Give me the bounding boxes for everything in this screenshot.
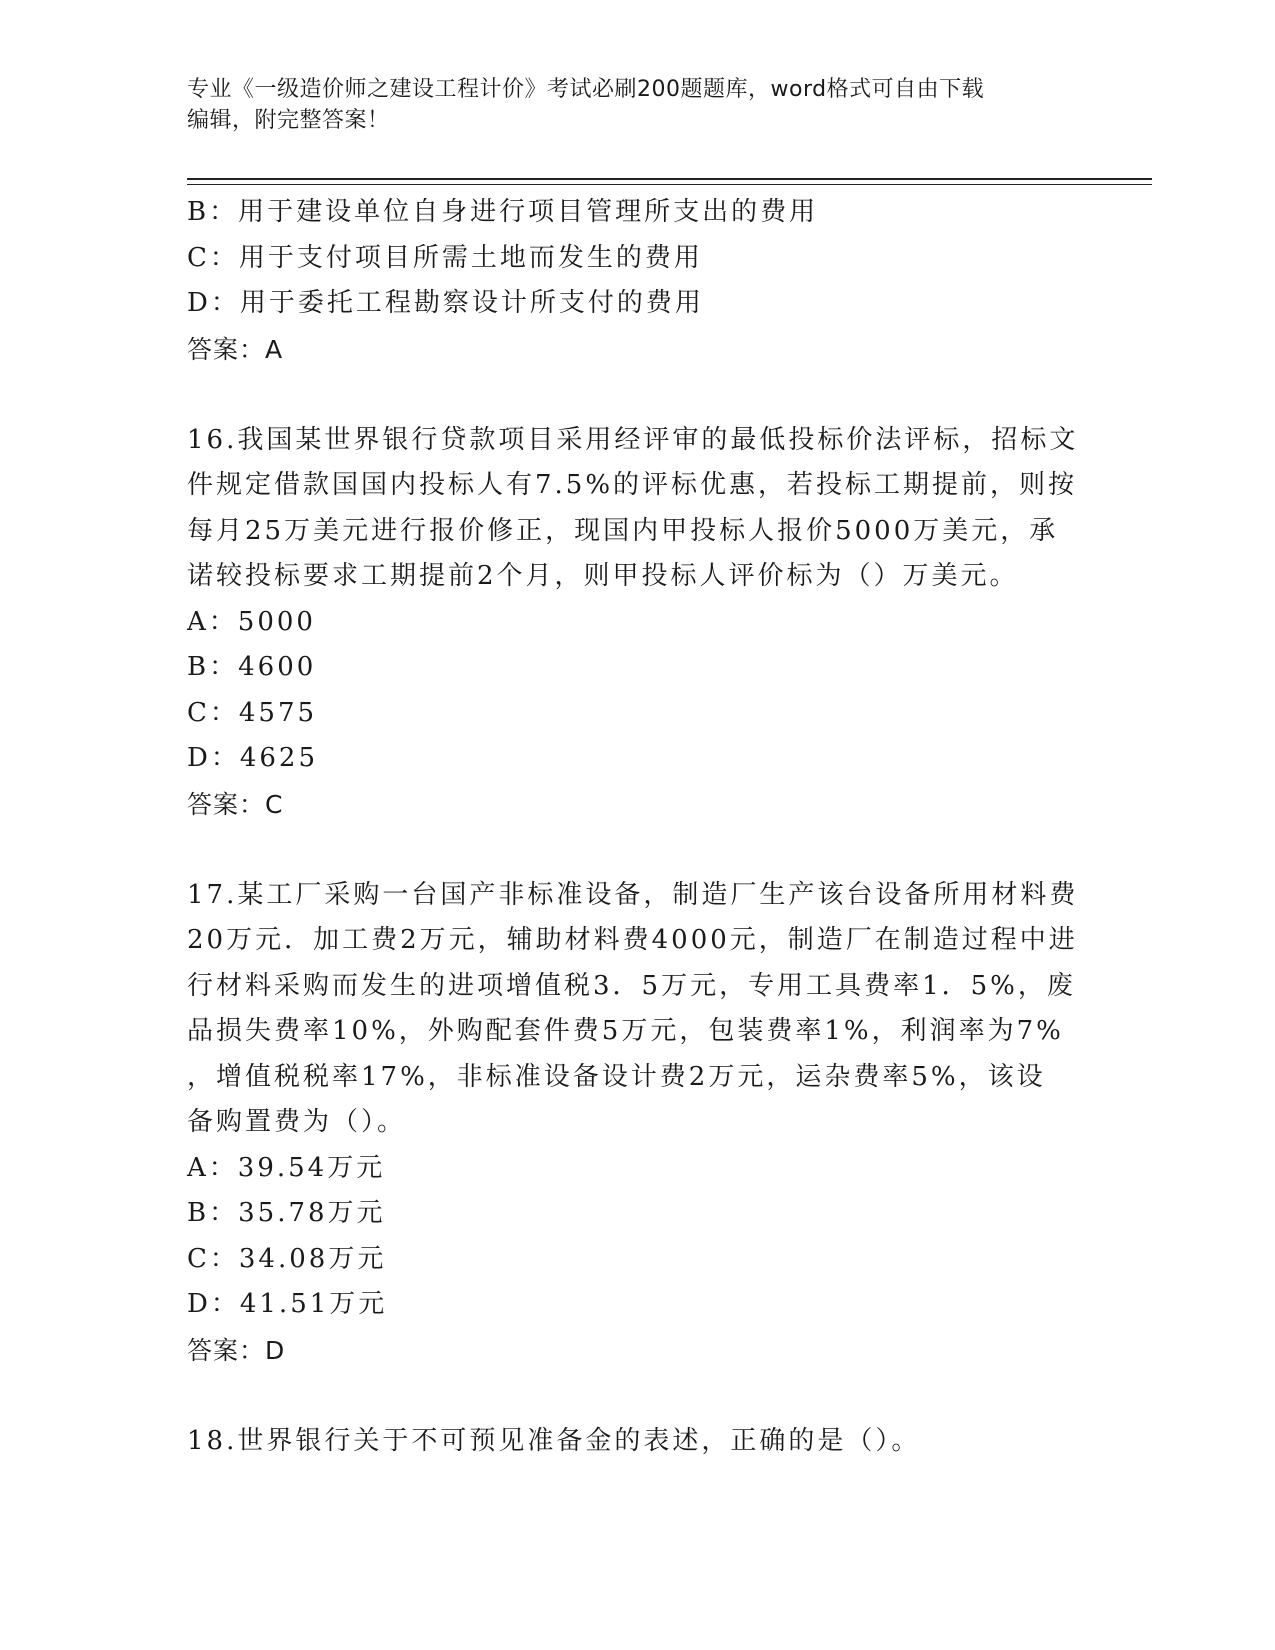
- document-header: [187, 74, 1087, 136]
- option-a: A：39.54万元: [187, 1152, 386, 1183]
- answer-label: 答案：D: [187, 1335, 286, 1365]
- option-d: D：41.51万元: [187, 1289, 388, 1319]
- question-stem-line: ，增值税税率17%，非标准设备设计费2万元，运杂费率5%，该设: [187, 1061, 1046, 1092]
- option-c: C：用于支付项目所需土地而发生的费用: [187, 242, 703, 273]
- option-b: B：用于建设单位自身进行项目管理所支出的费用: [187, 197, 819, 227]
- option-d: D：4625: [187, 743, 319, 773]
- spacer: [187, 372, 1087, 418]
- question-18: [187, 1419, 1087, 1465]
- question-stem-line: 每月25万美元进行报价修正，现国内甲投标人报价5000万美元，承: [187, 515, 1059, 546]
- question-16: [187, 418, 1087, 828]
- question-stem-line: 诺较投标要求工期提前2个月，则甲投标人评价标为（）万美元。: [187, 561, 1019, 591]
- option-b: B：35.78万元: [187, 1198, 386, 1228]
- question-stem-line: 行材料采购而发生的进项增值税3．5万元，专用工具费率1．5%，废: [187, 970, 1076, 1001]
- option-b: B：4600: [187, 652, 317, 682]
- header-title-line-1: 专业《一级造价师之建设工程计价》考试必刷200题题库，word格式可自由下载: [187, 77, 985, 102]
- question-stem-line: 品损失费率10%，外购配套件费5万元，包装费率1%，利润率为7%: [187, 1016, 1064, 1046]
- question-17: [187, 873, 1087, 1374]
- header-rule-thick: [187, 178, 1152, 180]
- option-c: C：34.08万元: [187, 1243, 387, 1274]
- question-stem-line: 17.某工厂采购一台国产非标准设备，制造厂生产该台设备所用材料费: [187, 879, 1079, 910]
- answer-label: 答案：A: [187, 334, 284, 364]
- question-stem-line: 20万元．加工费2万元，辅助材料费4000元，制造厂在制造过程中进: [187, 925, 1078, 955]
- question-stem-line: 件规定借款国国内投标人有7.5%的评标优惠，若投标工期提前，则按: [187, 470, 1078, 500]
- header-title-line-2: 编辑，附完整答案！: [187, 108, 390, 133]
- question-stem-line: 备购置费为（）。: [187, 1107, 407, 1137]
- header-rule-thin: [187, 184, 1152, 185]
- previous-question-tail: [187, 190, 1087, 372]
- spacer: [187, 827, 1087, 873]
- option-c: C：4575: [187, 697, 318, 728]
- answer-label: 答案：C: [187, 789, 284, 819]
- question-content: [187, 190, 1087, 1464]
- option-a: A：5000: [187, 606, 316, 637]
- option-d: D：用于委托工程勘察设计所支付的费用: [187, 288, 704, 318]
- question-stem-line: 18.世界银行关于不可预见准备金的表述，正确的是（）。: [187, 1425, 921, 1456]
- question-stem-line: 16.我国某世界银行贷款项目采用经评审的最低投标价法评标，招标文: [187, 424, 1079, 455]
- spacer: [187, 1373, 1087, 1419]
